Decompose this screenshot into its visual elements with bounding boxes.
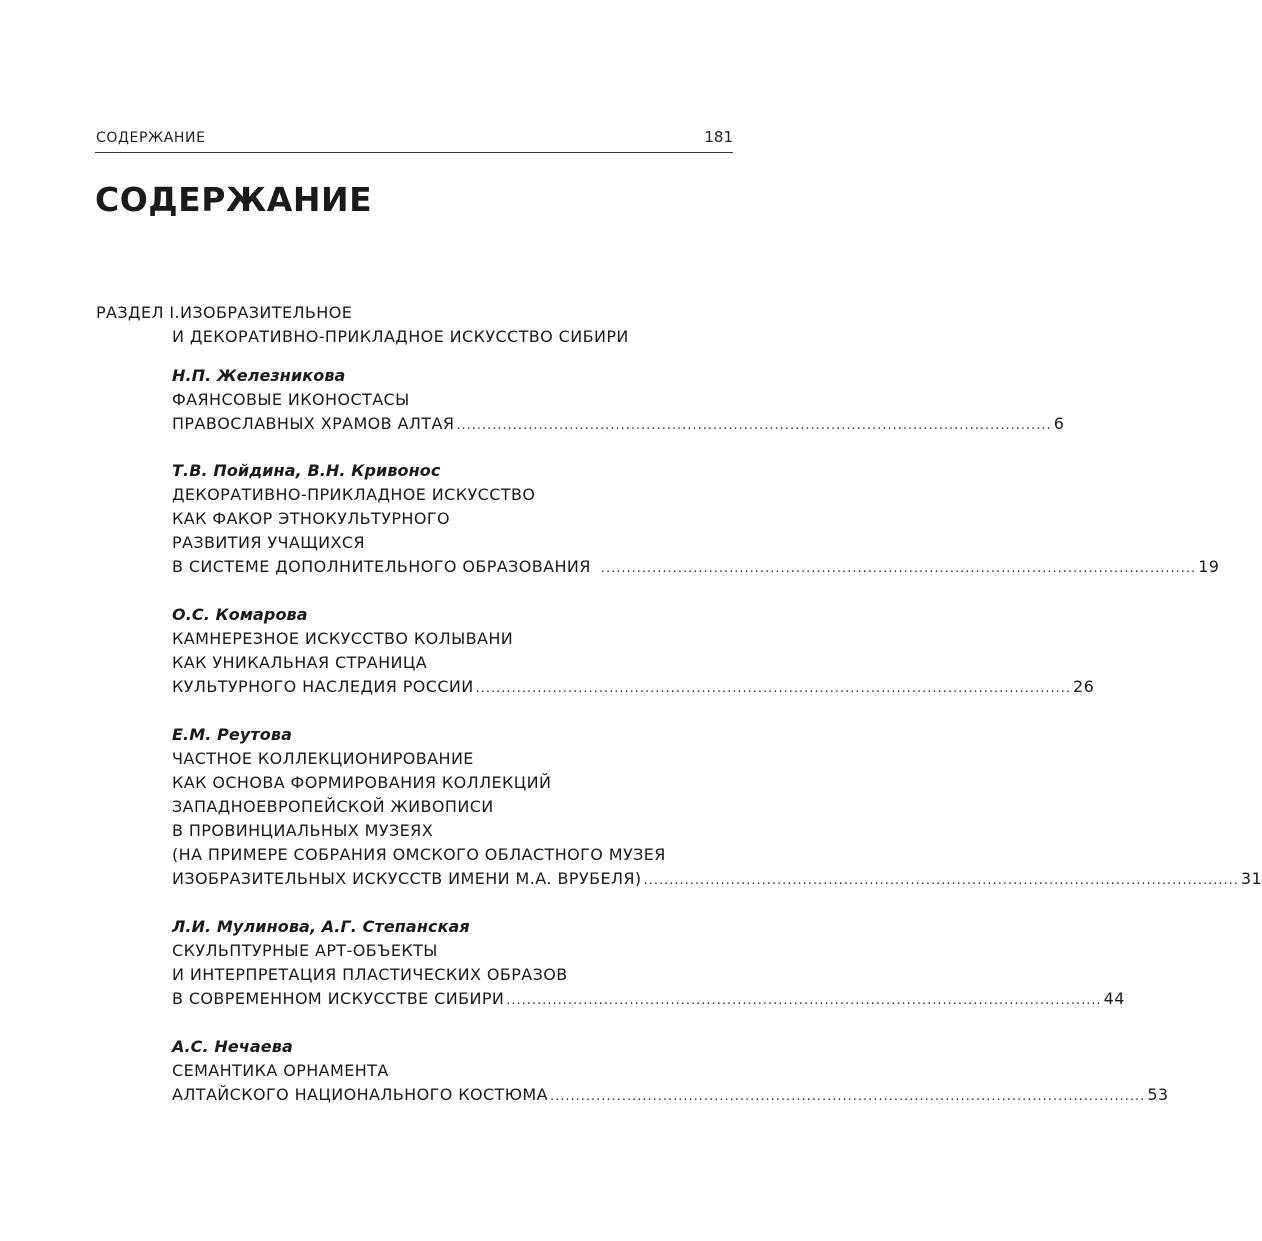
toc-leader-dots: .................................................................................................................... [456, 418, 1052, 433]
toc-entry-title-line: РАЗВИТИЯ УЧАЩИХСЯ [172, 533, 365, 552]
toc-entry [172, 723, 1262, 893]
toc-leader-dots: .................................................................................................................... [643, 873, 1239, 888]
toc-entry-author: Е.М. Реутова [172, 725, 292, 744]
toc-entry-title-line: ФАЯНСОВЫЕ ИКОНОСТАСЫ [172, 390, 410, 409]
toc-entry-title-line: ПРАВОСЛАВНЫХ ХРАМОВ АЛТАЯ [172, 414, 455, 433]
toc-entry-title-line: АЛТАЙСКОГО НАЦИОНАЛЬНОГО КОСТЮМА [172, 1085, 548, 1104]
toc-entry-last-line [172, 1083, 1169, 1109]
section-heading-line-1: РАЗДЕЛ I.ИЗОБРАЗИТЕЛЬНОЕ [96, 303, 353, 322]
toc-entry-author: Л.И. Мулинова, А.Г. Степанская [172, 917, 470, 936]
toc-entry-title-line: В СИСТЕМЕ ДОПОЛНИТЕЛЬНОГО ОБРАЗОВАНИЯ [172, 557, 591, 576]
toc-entry-last-line [172, 867, 1262, 893]
toc-leader-dots: .................................................................................................................... [475, 681, 1071, 696]
toc-entry-title-line: ДЕКОРАТИВНО-ПРИКЛАДНОЕ ИСКУССТВО [172, 485, 536, 504]
toc-leader-dots: .................................................................................................................... [549, 1089, 1146, 1104]
running-header-title: СОДЕРЖАНИЕ [96, 130, 206, 146]
running-header [95, 128, 733, 153]
toc-entry-title-line: СЕМАНТИКА ОРНАМЕНТА [172, 1061, 389, 1080]
toc-entry-page: 26 [1073, 677, 1095, 696]
toc-entry-title-line: КУЛЬТУРНОГО НАСЛЕДИЯ РОССИИ [172, 677, 474, 696]
toc-leader-dots: .................................................................................................................... [506, 993, 1102, 1008]
toc-entry-author: Н.П. Железникова [172, 366, 346, 385]
toc-entry-page: 31 [1240, 869, 1262, 888]
toc-entry-title-line: КАМНЕРЕЗНОЕ ИСКУССТВО КОЛЫВАНИ [172, 629, 514, 648]
page-number: 181 [704, 128, 733, 146]
section-heading-line-2: И ДЕКОРАТИВНО-ПРИКЛАДНОЕ ИСКУССТВО СИБИРИ [172, 327, 629, 346]
toc-entry-author: А.С. Нечаева [172, 1037, 293, 1056]
toc-entry-title-line: ЧАСТНОЕ КОЛЛЕКЦИОНИРОВАНИЕ [172, 749, 474, 768]
toc-entry-title-line: КАК ФАКОР ЭТНОКУЛЬТУРНОГО [172, 509, 450, 528]
toc-entry [172, 364, 1065, 438]
toc-entry-title-line: КАК УНИКАЛЬНАЯ СТРАНИЦА [172, 653, 428, 672]
toc-entry-page: 44 [1103, 989, 1125, 1008]
toc-entry [172, 915, 1125, 1013]
toc-entry [172, 603, 1095, 701]
toc-entry-title-line: В СОВРЕМЕННОМ ИСКУССТВЕ СИБИРИ [172, 989, 505, 1008]
toc-entry-page: 53 [1147, 1085, 1169, 1104]
toc-entry-title-line: СКУЛЬПТУРНЫЕ АРТ-ОБЪЕКТЫ [172, 941, 438, 960]
toc-entry-page: 6 [1053, 414, 1065, 433]
toc-entry-author: О.С. Комарова [172, 605, 308, 624]
toc-entry-author: Т.В. Пойдина, В.Н. Кривонос [172, 461, 441, 480]
toc-entry-title-line: ИЗОБРАЗИТЕЛЬНЫХ ИСКУССТВ ИМЕНИ М.А. ВРУБЕЛЯ) [172, 869, 642, 888]
toc-entry-last-line [172, 675, 1095, 701]
toc-entry-title-line: ЗАПАДНОЕВРОПЕЙСКОЙ ЖИВОПИСИ [172, 797, 494, 816]
toc-entry-last-line [172, 987, 1125, 1013]
section-heading [96, 301, 629, 349]
toc-entry-title-line: В ПРОВИНЦИАЛЬНЫХ МУЗЕЯХ [172, 821, 434, 840]
toc-entry-title-line: (НА ПРИМЕРЕ СОБРАНИЯ ОМСКОГО ОБЛАСТНОГО МУЗЕЯ [172, 845, 666, 864]
toc-entry-title-line: КАК ОСНОВА ФОРМИРОВАНИЯ КОЛЛЕКЦИЙ [172, 773, 552, 792]
toc-leader-dots: .................................................................................................................... [600, 561, 1197, 576]
toc-entry-last-line [172, 412, 1065, 438]
toc-entry [172, 459, 1220, 581]
toc-entry-title-line: И ИНТЕРПРЕТАЦИЯ ПЛАСТИЧЕСКИХ ОБРАЗОВ [172, 965, 568, 984]
page-title: СОДЕРЖАНИЕ [95, 180, 373, 219]
toc-entry [172, 1035, 1169, 1109]
toc-entry-last-line [172, 555, 1220, 581]
toc-entry-page: 19 [1198, 557, 1220, 576]
